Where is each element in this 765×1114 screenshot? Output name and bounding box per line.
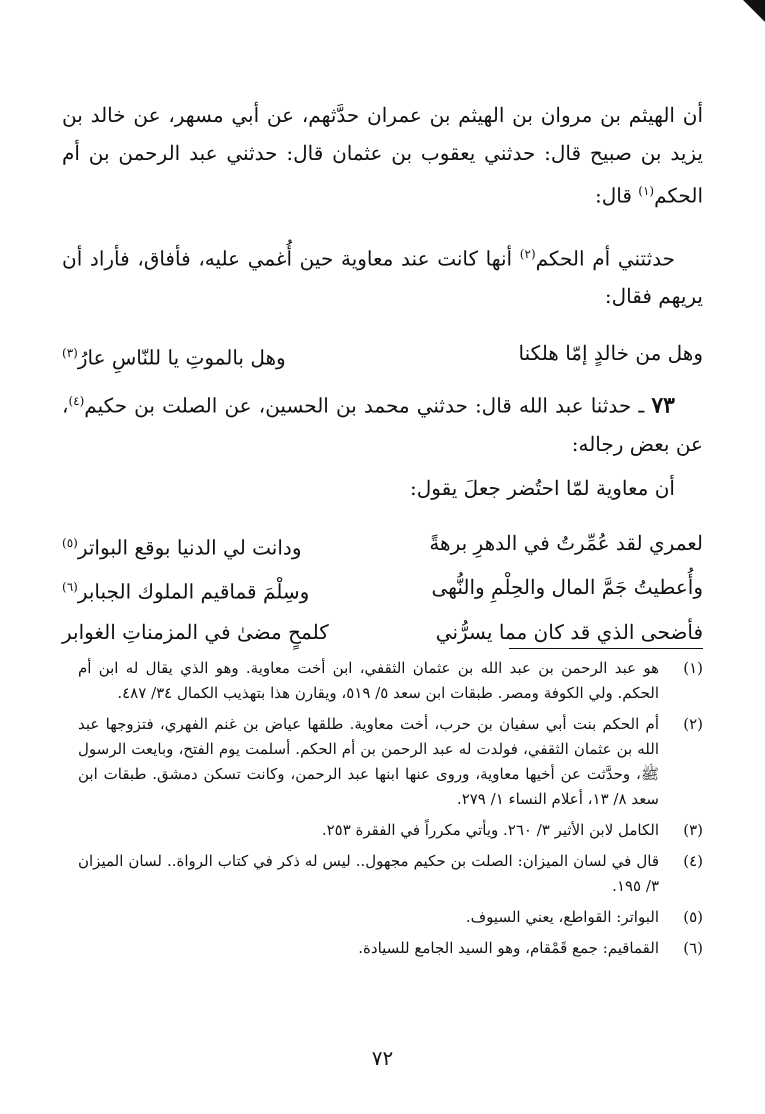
footnote-text: هو عبد الرحمن بن عبد الله بن عثمان الثقفي، ابن أخت معاوية. وهو الذي يقال له ابن أم الحكم. ولي الكوفة ومصر. طبقات ابن سعد ٥/ ٥١٩، ويقارن هذا بتهذيب الكمال ٣٤/ ٤٨٧. bbox=[78, 659, 659, 702]
verse-line bbox=[62, 612, 703, 652]
footnote bbox=[78, 936, 703, 961]
footnote-divider bbox=[509, 648, 703, 649]
footnote-ref-4[interactable]: (٤) bbox=[68, 393, 85, 408]
footnotes bbox=[78, 656, 703, 967]
verse-hemistich-first: وأُعطيتُ جَمَّ المال والحِلْمِ والنُّهى bbox=[431, 575, 703, 600]
verse-hemistich-first: لعمري لقد عُمِّرتُ في الدهرِ برهةً bbox=[429, 530, 703, 555]
hadith-number: ٧٣ bbox=[651, 392, 675, 419]
paragraph-2: حدثتني أم الحكم$^{(٢)}$ أنها كانت عند معاوية حين أُغمي عليه، فأفاق، فأراد أن يريهم فقال: bbox=[62, 246, 703, 309]
footnote-ref-5[interactable]: (٥) bbox=[62, 535, 78, 550]
footnote-ref-6[interactable]: (٦) bbox=[62, 580, 78, 595]
footnote-number: (٥) bbox=[683, 908, 703, 926]
footnote-ref-3[interactable]: (٣) bbox=[62, 346, 78, 361]
poem bbox=[62, 523, 703, 652]
footnote-number: (١) bbox=[683, 659, 703, 677]
footnote-number: (٤) bbox=[683, 852, 703, 870]
footnote-text: البواتر: القواطع، يعني السيوف. bbox=[465, 908, 659, 926]
verse-hemistich-second: كلمحٍ مضىٰ في المزمناتِ الغوابر bbox=[62, 619, 329, 644]
verse-line-1 bbox=[62, 333, 703, 378]
intro-line: أن معاوية لمّا احتُضر جعلَ يقول: bbox=[410, 475, 675, 500]
footnote bbox=[78, 818, 703, 843]
footnote-number: (٢) bbox=[683, 715, 703, 733]
footnote-text: الكامل لابن الأثير ٣/ ٢٦٠. ويأتي مكرراً في الفقرة ٢٥٣. bbox=[321, 821, 659, 839]
page-number: ٧٢ bbox=[371, 1046, 394, 1070]
footnote-text: القماقيم: جمع قَمْقام، وهو السيد الجامع للسيادة. bbox=[358, 939, 659, 957]
footnote-number: (٣) bbox=[683, 821, 703, 839]
footnote bbox=[78, 656, 703, 706]
verse-hemistich-first: وهل من خالدٍ إمّا هلكنا bbox=[518, 341, 703, 366]
footnote bbox=[78, 849, 703, 899]
footnote-ref-2[interactable]: (٢) bbox=[519, 246, 536, 261]
footnote-ref-1[interactable]: (١) bbox=[638, 184, 655, 198]
footnote-number: (٦) bbox=[683, 939, 703, 957]
footnote bbox=[78, 712, 703, 812]
paragraph-1: أن الهيثم بن مروان بن الهيثم بن عمران حدَّثهم، عن أبي مسهر، عن خالد بن يزيد بن صبيح قال: حدثني يعقوب بن عثمان قال: حدثني عبد الرحمن بن أم الحكم$^{(١)}$ قال: bbox=[62, 103, 703, 208]
footnote-text: قال في لسان الميزان: الصلت بن حكيم مجهول.. ليس له ذكر في كتاب الرواة.. لسان الميزان ٣/ ١٩٥. bbox=[78, 852, 659, 895]
verse-hemistich-first: فأضحى الذي قد كان مما يسرُّني bbox=[435, 619, 703, 644]
footnote bbox=[78, 905, 703, 930]
main-text bbox=[62, 96, 703, 652]
verse-line bbox=[62, 523, 703, 568]
verse-hemistich-second: وسِلْمَ قماقيم الملوك الجبابر$^{(٦)}$ bbox=[62, 579, 310, 604]
verse-line bbox=[62, 567, 703, 612]
verse-hemistich-second: وهل بالموتِ يا للنّاسِ عارُ$^{(٣)}$ bbox=[62, 345, 286, 370]
corner-mark bbox=[743, 0, 765, 22]
verse-hemistich-second: ودانت لي الدنيا بوقع البواتر$^{(٥)}$ bbox=[62, 535, 302, 560]
footnote-text: أم الحكم بنت أبي سفيان بن حرب، أخت معاوية. طلقها عياض بن غنم الفهري، فتزوجها عبد الله بن عثمان الثقفي، فولدت له عبد الرحمن بن أم الحكم. أسلمت يوم الفتح، وبايعت الرسول ﷺ، وحدَّثت عن أخيها معاوية، وروى عنها ابنها عبد الرحمن، وكانت تسكن دمشق. طبقات ابن سعد ٨/ ١٣، أعلام النساء ١/ ٢٧٩. bbox=[78, 715, 659, 808]
hadith-paragraph: ٧٣ ـ حدثنا عبد الله قال: حدثني محمد بن الحسين، عن الصلت بن حكيم$^{(٤)}$، عن بعض رجاله: bbox=[62, 392, 703, 456]
